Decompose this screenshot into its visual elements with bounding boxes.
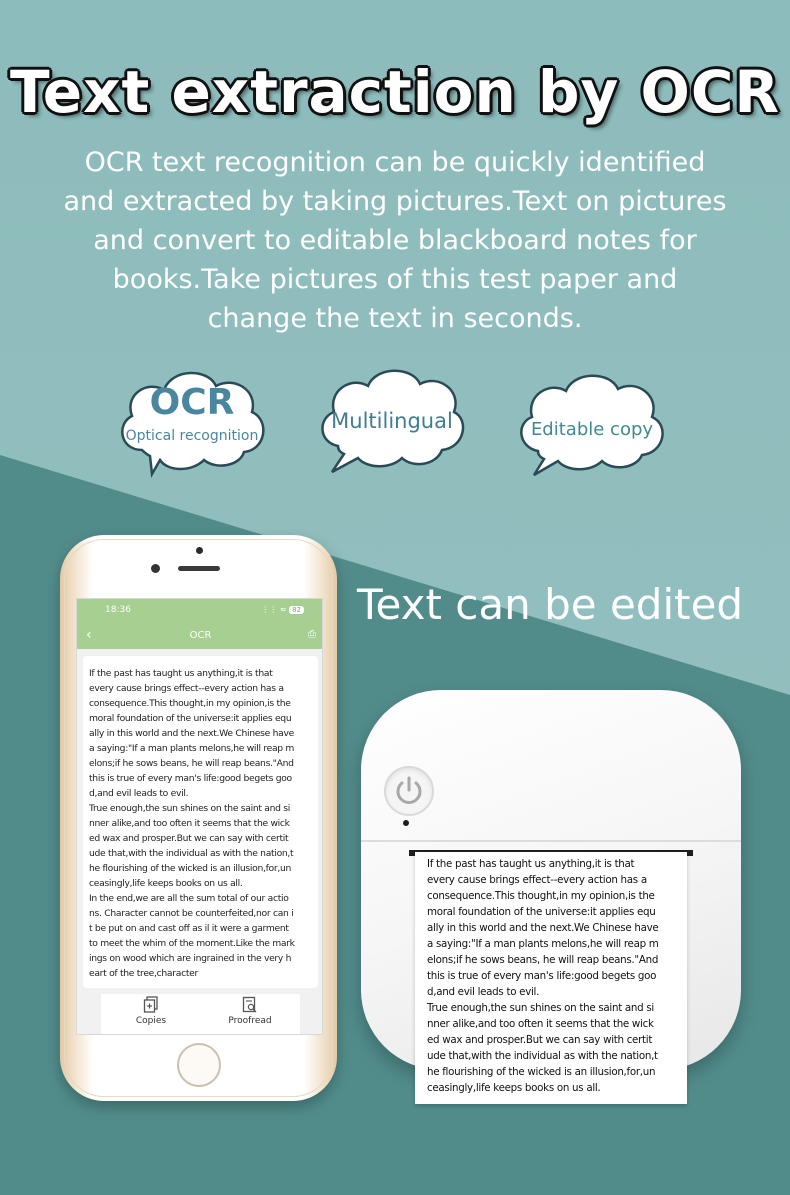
ocr-line: moral foundation of the universe:it applies equ — [89, 713, 292, 724]
intro-paragraph — [30, 143, 760, 338]
ocr-line: ally in this world and the next.We Chinese have — [89, 728, 294, 739]
printed-line: ally in this world and the next.We Chinese have — [427, 922, 659, 934]
printed-paper — [415, 852, 687, 1104]
battery-icon: 82 — [289, 606, 304, 614]
cloud-multilingual-label: Multilingual — [331, 409, 453, 433]
cloud-ocr-badge — [112, 362, 272, 482]
ocr-line: ude that,with the individual as with the nation,t — [89, 848, 294, 859]
ocr-line: ceasingly,life keeps books on us all. — [89, 878, 243, 889]
ocr-line: elons;if he sows beans, he will reap beans."And — [89, 758, 294, 769]
cloud-ocr-subtitle: Optical recognition — [125, 428, 259, 444]
ocr-line: ns. Character cannot be counterfeited,nor can i — [89, 908, 294, 919]
signal-icon: ⋮⋮ — [261, 605, 278, 614]
ocr-line: If the past has taught us anything,it is that — [89, 668, 273, 679]
ocr-line: consequence.This thought,in my opinion,is the — [89, 698, 291, 709]
ocr-line: every cause brings effect--every action has a — [89, 683, 284, 694]
cloud-editable-badge — [512, 365, 672, 485]
ocr-line: this is true of every man's life:good begets goo — [89, 773, 292, 784]
intro-line: books.Take pictures of this test paper and — [112, 264, 678, 295]
ocr-line: he flourishing of the wicked is an illusion,for,un — [89, 863, 292, 874]
printed-line: True enough,the sun shines on the saint and si — [427, 1002, 654, 1014]
printed-line: nner alike,and too often it seems that the wick — [427, 1018, 654, 1030]
printed-line: ude that,with the individual as with the nation,t — [427, 1050, 658, 1062]
power-icon — [386, 768, 432, 814]
copy-icon — [143, 996, 159, 1014]
status-bar — [77, 599, 323, 623]
ocr-line: nner alike,and too often it seems that the wick — [89, 818, 290, 829]
proofread-icon — [242, 996, 258, 1014]
ocr-line: t be put on and cast off as il it were a garment — [89, 923, 289, 934]
intro-line: and extracted by taking pictures.Text on pictures — [63, 186, 727, 217]
printed-line: he flourishing of the wicked is an illusion,for,un — [427, 1066, 656, 1078]
ocr-line: d,and evil leads to evil. — [89, 788, 189, 799]
ocr-line: to meet the whim of the moment.Like the mark — [89, 938, 295, 949]
printed-line: moral foundation of the universe:it applies equ — [427, 906, 656, 918]
power-led — [403, 820, 409, 826]
printed-line: consequence.This thought,in my opinion,is the — [427, 890, 655, 902]
printed-line: d,and evil leads to evil. — [427, 986, 540, 998]
phone-mockup — [60, 535, 337, 1101]
intro-line: change the text in seconds. — [207, 303, 583, 334]
ocr-line: In the end,we are all the sum total of our actio — [89, 893, 289, 904]
printed-line: a saying:"If a man plants melons,he will reap m — [427, 938, 659, 950]
ocr-line: a saying:"If a man plants melons,he will reap m — [89, 743, 295, 754]
ocr-line: ings on wood which are ingrained in the very h — [89, 953, 292, 964]
phone-top-camera — [196, 547, 203, 554]
edited-caption: Text can be edited — [357, 580, 744, 629]
back-arrow-icon[interactable]: ‹ — [86, 627, 92, 643]
intro-line: OCR text recognition can be quickly identified — [84, 147, 706, 178]
ocr-line: True enough,the sun shines on the saint and si — [89, 803, 291, 814]
ocr-line: ed wax and prosper.But we can say with certit — [89, 833, 289, 844]
proofread-label: Proofread — [228, 1016, 272, 1026]
phone-speaker — [178, 566, 220, 571]
nav-title: OCR — [189, 630, 212, 641]
ocr-line: eart of the tree,character — [89, 968, 198, 979]
cloud-ocr-title: OCR — [149, 382, 235, 423]
status-icons — [261, 605, 304, 614]
bottom-toolbar — [101, 994, 300, 1034]
copies-label: Copies — [135, 1016, 167, 1026]
phone-screen — [76, 598, 323, 1035]
power-button[interactable] — [384, 766, 434, 816]
home-button[interactable] — [177, 1043, 221, 1087]
cloud-multilingual-badge — [312, 362, 472, 482]
proofread-button[interactable] — [210, 996, 290, 1026]
ocr-text-area[interactable] — [83, 656, 318, 988]
printed-line: elons;if he sows beans, he will reap beans."And — [427, 954, 659, 966]
copies-button[interactable] — [111, 996, 191, 1026]
wifi-icon: ≈ — [279, 605, 287, 614]
printer-lid-seam — [361, 840, 741, 848]
cloud-editable-label: Editable copy — [530, 419, 654, 440]
status-time: 18:36 — [105, 605, 131, 615]
printed-line: this is true of every man's life:good begets goo — [427, 970, 657, 982]
printed-line: ceasingly,life keeps books on us all. — [427, 1082, 601, 1094]
printed-line: If the past has taught us anything,it is that — [427, 858, 635, 870]
printed-line: ed wax and prosper.But we can say with certit — [427, 1034, 653, 1046]
app-nav-bar — [77, 623, 323, 649]
phone-front-camera — [151, 564, 160, 573]
headline: Text extraction by OCR — [9, 58, 781, 126]
printed-line: every cause brings effect--every action has a — [427, 874, 647, 886]
printer-icon[interactable]: ⎙ — [308, 629, 316, 640]
intro-line: and convert to editable blackboard notes for — [93, 225, 697, 256]
